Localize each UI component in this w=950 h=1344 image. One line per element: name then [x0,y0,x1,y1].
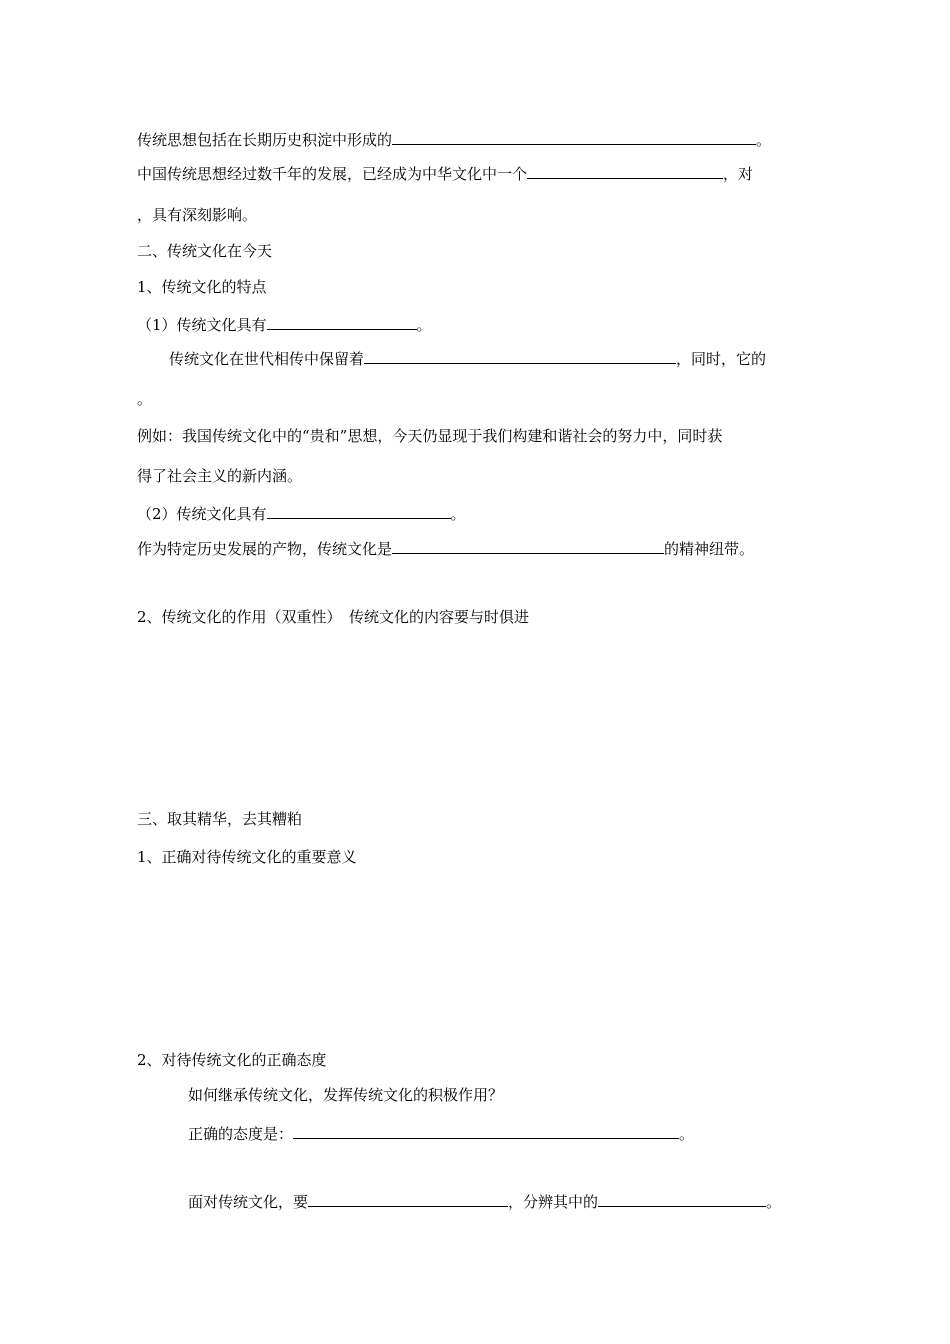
text: 传统思想包括在长期历史积淀中形成的 [137,131,393,149]
punct: 。 [766,1193,782,1211]
punct: ，对 [723,165,754,183]
item-2-1-2 [137,502,466,525]
fill-blank[interactable] [392,537,664,554]
fill-blank[interactable] [267,502,451,519]
example-line-1: 例如：我国传统文化中的“贵和”思想，今天仍显现于我们构建和谐社会的努力中，同时获 [137,427,723,445]
punct: 。 [450,505,466,523]
fill-blank[interactable] [392,128,756,145]
fill-blank[interactable] [267,313,417,330]
section-3-heading: 三、取其精华，去其糟粕 [137,810,303,828]
subsection-3-2-heading: 2、对待传统文化的正确态度 [137,1051,327,1069]
subsection-3-1-heading: 1、正确对待传统文化的重要意义 [137,848,357,866]
text: 传统文化在世代相传中保留着 [169,350,365,368]
item-2-1-1 [137,313,432,336]
line-deep-influence: ，具有深刻影响。 [137,206,258,224]
facing-tradition-line [188,1190,781,1213]
punct: 。 [756,131,772,149]
punct: 。 [679,1125,695,1143]
line-chinese-thought [137,162,753,185]
subsection-2-1-heading: 1、传统文化的特点 [137,278,267,296]
text: ，同时，它的 [676,350,767,368]
fill-blank[interactable] [308,1190,508,1207]
text: 面对传统文化，要 [188,1193,309,1211]
text: 中国传统思想经过数千年的发展，已经成为中华文化中一个 [137,165,528,183]
punct: 。 [416,316,432,334]
line-traditional-thought [137,128,771,151]
item-2-1-2-detail [137,537,754,560]
fill-blank[interactable] [598,1190,766,1207]
text: 的精神纽带。 [664,540,755,558]
text: （1）传统文化具有 [137,316,267,334]
fill-blank[interactable] [364,347,676,364]
item-2-1-1-detail [169,347,766,370]
text: 正确的态度是： [188,1125,294,1143]
fill-blank[interactable] [527,162,723,179]
subsection-2-2-heading: 2、传统文化的作用（双重性） 传统文化的内容要与时俱进 [137,608,530,626]
text: 作为特定历史发展的产物，传统文化是 [137,540,393,558]
item-2-1-1-cont: 。 [137,390,153,408]
correct-attitude-line [188,1122,694,1145]
fill-blank[interactable] [293,1122,679,1139]
text: ，分辨其中的 [508,1193,599,1211]
question-line: 如何继承传统文化，发挥传统文化的积极作用？ [188,1086,504,1104]
section-2-heading: 二、传统文化在今天 [137,242,273,260]
text: （2）传统文化具有 [137,505,267,523]
example-line-2: 得了社会主义的新内涵。 [137,467,303,485]
